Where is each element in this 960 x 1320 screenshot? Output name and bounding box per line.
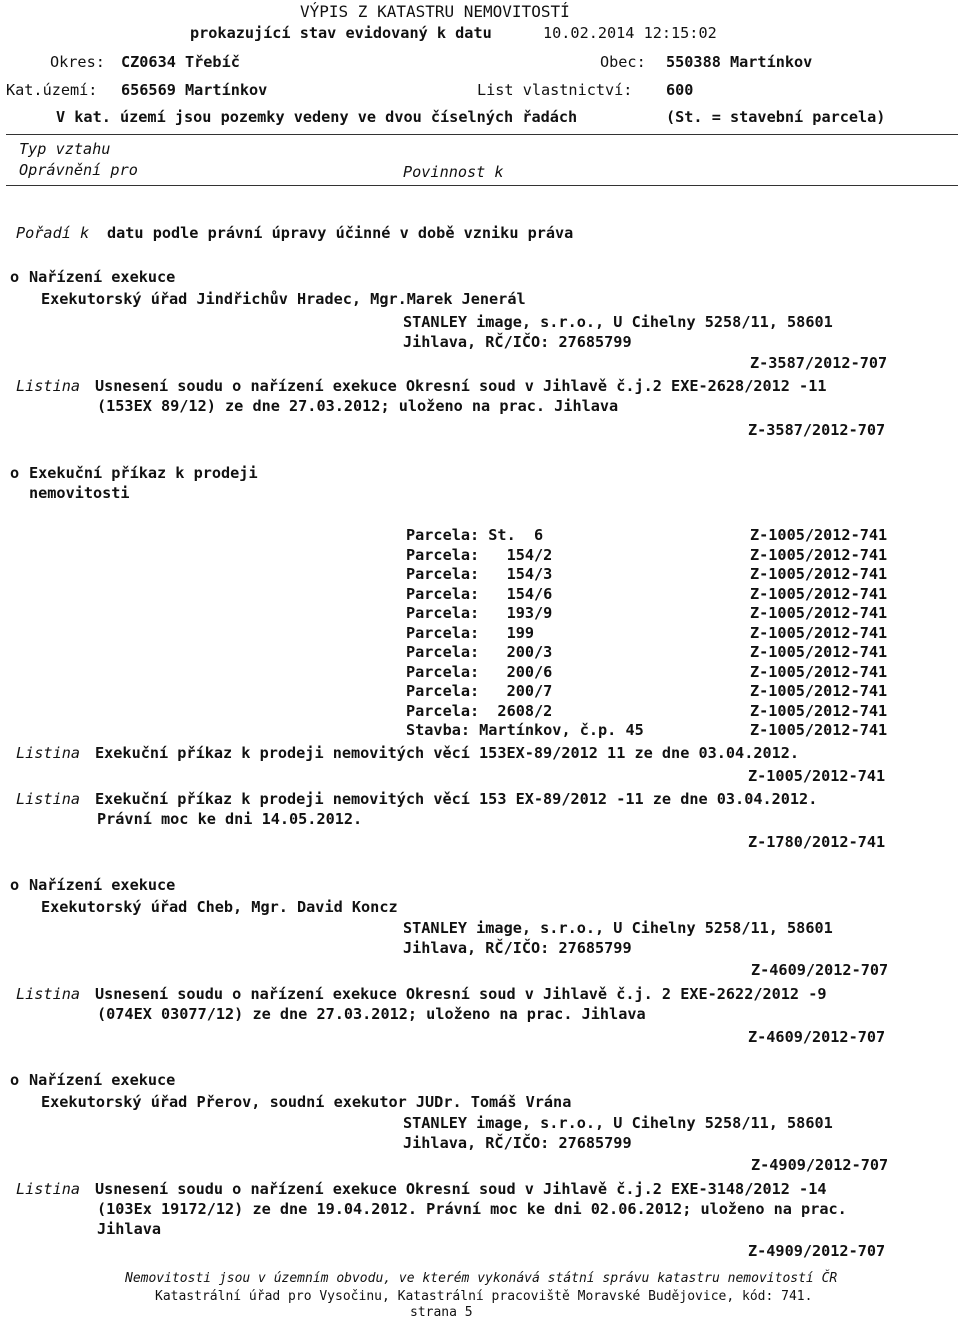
parcel-item: Parcela: 193/9 — [406, 604, 553, 622]
parcel-item: Parcela: 200/7 — [406, 682, 553, 700]
parcel-z-reference: Z-1005/2012-741 — [750, 565, 888, 583]
okres-label: Okres: — [50, 53, 105, 71]
parcel-z-reference: Z-1005/2012-741 — [750, 643, 888, 661]
z-reference: Z-3587/2012-707 — [750, 354, 888, 372]
listina-text: Usnesení soudu o nařízení exekuce Okresní soud v Jihlavě č.j.2 EXE-3148/2012 -14 — [95, 1180, 827, 1198]
subtitle-datetime: 10.02.2014 12:15:02 — [543, 24, 717, 42]
listina-text: Exekuční příkaz k prodeji nemovitých věcí 153EX-89/2012 11 ze dne 03.04.2012. — [95, 744, 800, 762]
parcel-z-reference: Z-1005/2012-741 — [750, 604, 888, 622]
bullet: o — [10, 268, 20, 286]
parcel-item: Parcela: 199 — [406, 623, 535, 642]
col-opravneni: Oprávnění pro — [19, 161, 138, 179]
z-reference: Z-1780/2012-741 — [748, 833, 886, 851]
subtitle-label: prokazující stav evidovaný k datu — [190, 24, 492, 42]
listina-text: Usnesení soudu o nařízení exekuce Okresní soud v Jihlavě č.j. 2 EXE-2622/2012 -9 — [95, 985, 827, 1003]
parcel-z-reference: Z-1005/2012-741 — [750, 526, 888, 544]
entry-holder: Exekutorský úřad Přerov, soudní exekutor JUDr. Tomáš Vrána — [41, 1093, 572, 1111]
entry-type: Nařízení exekuce — [29, 876, 176, 894]
footer-office: Katastrální úřad pro Vysočinu, Katastrální pracoviště Moravské Budějovice, kód: 741. — [155, 1289, 813, 1304]
parcel-z-reference: Z-1005/2012-741 — [750, 721, 888, 739]
entry-type: Exekuční příkaz k prodeji — [29, 464, 258, 482]
column-divider — [6, 185, 958, 186]
z-reference: Z-4609/2012-707 — [751, 961, 889, 979]
entry-party-id: Jihlava, RČ/IČO: 27685799 — [403, 939, 632, 957]
bullet: o — [10, 464, 20, 482]
listina-text: Usnesení soudu o nařízení exekuce Okresní soud v Jihlavě č.j.2 EXE-2628/2012 -11 — [95, 377, 827, 395]
listina-text: Právní moc ke dni 14.05.2012. — [97, 810, 363, 828]
footer-jurisdiction: Nemovitosti jsou v územním obvodu, ve kterém vykonává státní správu katastru nemovitostí ČR — [125, 1271, 838, 1286]
parcel-z-reference: Z-1005/2012-741 — [750, 623, 888, 642]
col-typ-vztahu: Typ vztahu — [19, 140, 111, 158]
entry-type: Nařízení exekuce — [29, 268, 176, 286]
z-reference: Z-4609/2012-707 — [748, 1028, 886, 1046]
z-reference: Z-4909/2012-707 — [748, 1242, 886, 1260]
listina-label: Listina — [16, 1180, 81, 1198]
entry-holder: Exekutorský úřad Cheb, Mgr. David Koncz — [41, 898, 398, 916]
parcel-item: Parcela: 154/6 — [406, 584, 553, 603]
page-number: strana 5 — [410, 1305, 473, 1320]
okres-value: CZ0634 Třebíč — [121, 53, 240, 71]
obec-label: Obec: — [600, 53, 646, 71]
listina-label: Listina — [16, 377, 81, 395]
parcel-item: Parcela: 2608/2 — [406, 701, 553, 720]
parcel-z-reference: Z-1005/2012-741 — [750, 701, 888, 720]
parcel-z-reference: Z-1005/2012-741 — [750, 662, 888, 681]
section-heading-prefix: Pořadí k — [16, 224, 90, 242]
listina-text: Jihlava — [97, 1220, 162, 1238]
entry-holder: Exekutorský úřad Jindřichův Hradec, Mgr.Marek Jenerál — [41, 290, 526, 308]
parcel-z-reference: Z-1005/2012-741 — [750, 545, 888, 564]
listina-text: (074EX 03077/12) ze dne 27.03.2012; uloženo na prac. Jihlava — [97, 1005, 646, 1023]
entry-party: STANLEY image, s.r.o., U Cihelny 5258/11, 58601 — [403, 919, 833, 937]
numbering-note: V kat. území jsou pozemky vedeny ve dvou číselných řadách — [56, 108, 578, 126]
entry-type: Nařízení exekuce — [29, 1071, 176, 1089]
section-heading: datu podle právní úpravy účinné v době vzniku práva — [107, 224, 574, 242]
z-reference: Z-3587/2012-707 — [748, 421, 886, 439]
bullet: o — [10, 1071, 20, 1089]
listina-label: Listina — [16, 790, 81, 808]
parcel-z-reference: Z-1005/2012-741 — [750, 584, 888, 603]
header-divider — [6, 134, 958, 135]
bullet: o — [10, 876, 20, 894]
katuzemi-value: 656569 Martínkov — [121, 81, 268, 99]
entry-party-id: Jihlava, RČ/IČO: 27685799 — [403, 333, 632, 351]
parcel-item: Parcela: 200/3 — [406, 643, 553, 661]
parcel-item: Parcela: St. 6 — [406, 526, 544, 544]
listina-text: Exekuční příkaz k prodeji nemovitých věcí 153 EX-89/2012 -11 ze dne 03.04.2012. — [95, 790, 818, 808]
lv-label: List vlastnictví: — [477, 81, 633, 99]
entry-party-id: Jihlava, RČ/IČO: 27685799 — [403, 1134, 632, 1152]
parcel-z-reference: Z-1005/2012-741 — [750, 682, 888, 700]
entry-party: STANLEY image, s.r.o., U Cihelny 5258/11, 58601 — [403, 313, 833, 331]
listina-label: Listina — [16, 985, 81, 1003]
parcel-item: Parcela: 154/2 — [406, 545, 553, 564]
listina-text: (103Ex 19172/12) ze dne 19.04.2012. Právní moc ke dni 02.06.2012; uloženo na prac. — [97, 1200, 847, 1218]
page-title: VÝPIS Z KATASTRU NEMOVITOSTÍ — [300, 2, 570, 21]
z-reference: Z-1005/2012-741 — [748, 767, 886, 785]
lv-value: 600 — [666, 81, 694, 99]
listina-label: Listina — [16, 744, 81, 762]
z-reference: Z-4909/2012-707 — [751, 1156, 889, 1174]
parcel-legend: (St. = stavební parcela) — [666, 108, 886, 126]
obec-value: 550388 Martínkov — [666, 53, 813, 71]
parcel-item: Stavba: Martínkov, č.p. 45 — [406, 721, 644, 739]
entry-party: STANLEY image, s.r.o., U Cihelny 5258/11, 58601 — [403, 1114, 833, 1132]
col-povinnost: Povinnost k — [403, 163, 504, 181]
parcel-item: Parcela: 154/3 — [406, 565, 553, 583]
parcel-item: Parcela: 200/6 — [406, 662, 553, 681]
entry-type: nemovitosti — [29, 484, 130, 502]
katuzemi-label: Kat.území: — [6, 81, 98, 99]
listina-text: (153EX 89/12) ze dne 27.03.2012; uloženo na prac. Jihlava — [97, 397, 619, 415]
